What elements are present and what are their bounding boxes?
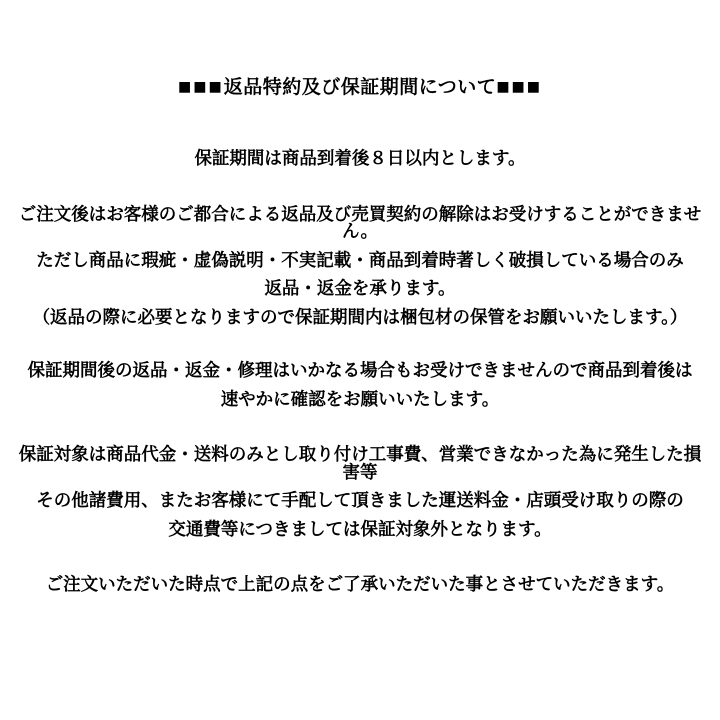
section-consent [18,577,702,595]
section-warranty-scope [18,447,702,539]
section-cancellation-policy [18,204,702,328]
cancellation-line-1: ご注文後はお客様のご都合による返品及び売買契約の解除はお受けすることができません。 [18,204,702,242]
warranty-scope-line-1: 保証対象は商品代金・送料のみとし取り付け工事費、営業できなかった為に発生した損害等 [18,445,702,483]
after-warranty-line-1: 保証期間後の返品・返金・修理はいかなる場合もお受けできませんので商品到着後は [27,361,693,381]
cancellation-line-2: ただし商品に瑕疵・虚偽説明・不実記載・商品到着時著しく破損している場合のみ [36,250,684,271]
consent-line-1: ご注文いただいた時点で上記の点をご了承いただいた事とさせていただきます。 [45,575,675,595]
warranty-scope-line-3: 交通費等につきましては保証対象外となります。 [168,519,552,540]
square-bullet-left-icon: ■■■ [178,79,224,95]
warranty-period-line-1: 保証期間は商品到着後８日以内とします。 [194,149,526,169]
square-bullet-right-icon: ■■■ [496,79,542,95]
page-title-text: 返品特約及び保証期間について [223,76,497,98]
section-after-warranty [18,363,702,409]
after-warranty-line-2: 速やかに確認をお願いいたします。 [220,389,500,410]
warranty-scope-line-2: その他諸費用、またお客様にて手配して頂きました運送料金・店頭受け取りの際の [36,491,684,511]
cancellation-line-3: 返品・返金を承ります。 [264,279,456,299]
page-title [18,78,702,97]
section-warranty-period [18,151,702,169]
cancellation-line-4: （返品の際に必要となりますので保証期間内は梱包材の保管をお願いいたします。） [32,307,688,328]
